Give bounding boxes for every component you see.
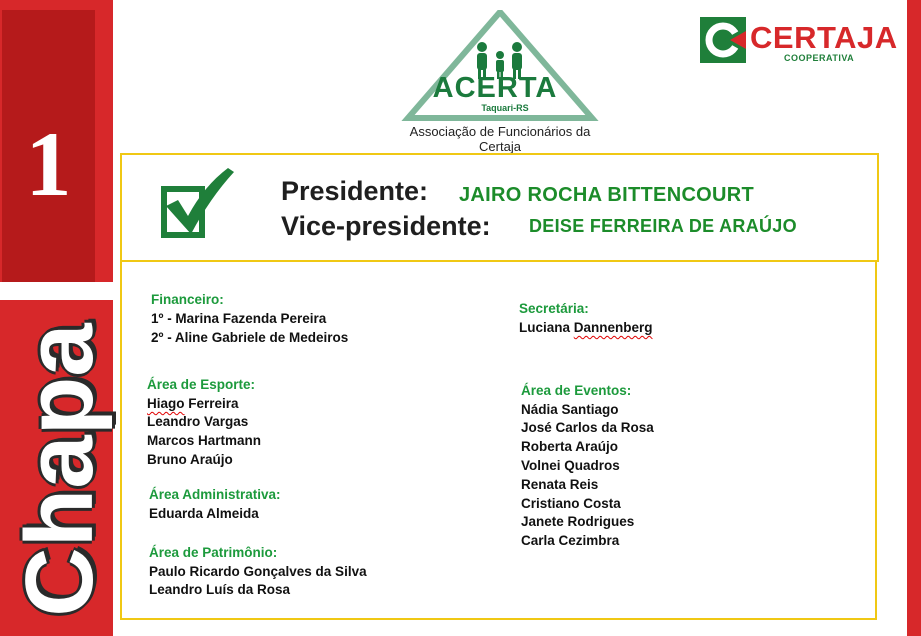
member-esporte-3: Marcos Hartmann	[147, 433, 262, 448]
member-administrativa-1: Eduarda Almeida	[149, 506, 259, 521]
checkmark-icon	[158, 166, 236, 240]
section-title-administrativa: Área Administrativa:	[149, 487, 281, 502]
acerta-logo-name: ACERTA	[432, 72, 558, 104]
section-title-secretaria: Secretária:	[519, 301, 589, 316]
member-financeiro-2: 2º - Aline Gabriele de Medeiros	[151, 330, 349, 345]
president-name: JAIRO ROCHA BITTENCOURT	[459, 184, 755, 206]
member-eventos-4: Volnei Quadros	[521, 458, 620, 473]
member-esporte-4: Bruno Araújo	[147, 452, 233, 467]
vice-president-name: DEISE FERREIRA DE ARAÚJO	[529, 216, 797, 236]
chapa-number: 1	[25, 113, 72, 215]
section-title-esporte: Área de Esporte:	[147, 377, 256, 392]
member-eventos-8: Carla Cezimbra	[521, 533, 620, 548]
chapa-vertical-title: Chapa	[6, 323, 113, 617]
member-esporte-2: Leandro Vargas	[147, 414, 249, 429]
certaja-logo-name: CERTAJA	[750, 20, 898, 55]
section-title-patrimonio: Área de Patrimônio:	[149, 545, 278, 560]
section-title-eventos: Área de Eventos:	[521, 383, 632, 398]
section-title-financeiro: Financeiro:	[151, 292, 224, 307]
member-eventos-6: Cristiano Costa	[521, 496, 621, 511]
member-esporte-1: Hiago Ferreira	[147, 396, 239, 411]
member-financeiro-1: 1º - Marina Fazenda Pereira	[151, 311, 327, 326]
association-name: Associação de Funcionários da Certaja	[409, 124, 591, 154]
president-label: Presidente:	[281, 176, 429, 206]
member-eventos-5: Renata Reis	[521, 477, 599, 492]
member-patrimonio-1: Paulo Ricardo Gonçalves da Silva	[149, 564, 367, 579]
member-secretaria-1-last: Dannenberg	[573, 320, 653, 335]
member-eventos-1: Nádia Santiago	[521, 402, 619, 417]
certaja-logo-subtitle: COOPERATIVA	[784, 53, 855, 63]
member-esporte-1-first: Hiago	[147, 396, 185, 411]
band-divider	[0, 282, 113, 300]
vice-president-label: Vice-presidente:	[281, 211, 491, 241]
member-eventos-2: José Carlos da Rosa	[521, 420, 654, 435]
member-patrimonio-2: Leandro Luís da Rosa	[149, 582, 291, 597]
acerta-logo-city: Taquari-RS	[481, 103, 529, 113]
right-red-band	[907, 0, 921, 636]
member-eventos-3: Roberta Araújo	[521, 439, 619, 454]
member-secretaria-1: Luciana Dannenberg	[519, 320, 653, 335]
certaja-logo-icon	[700, 17, 746, 63]
member-eventos-7: Janete Rodrigues	[521, 514, 635, 529]
